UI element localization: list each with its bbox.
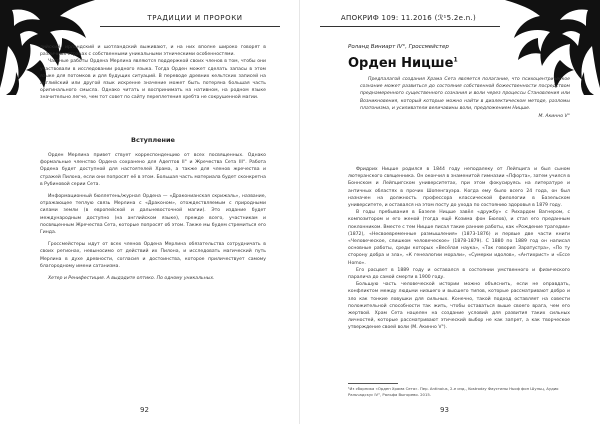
- left-header-rule: [100, 26, 280, 27]
- paragraph: Информационный бюллетень/журнал Ордена — «Драконианская скрижаль», название, отражающее теплую связь Мерлина с «Драконом», отождествляемым с природными силами земли (в европейской и дальневосточной магии). Это издание будет международным доступно (на английском языке), прежде всего, участникам и посвященным Жречества Сета, которые попросят об этом. Также мы будем стремиться его Гинда.: [40, 194, 266, 236]
- paragraph: лийский, ирландский и шотландский выживают, и на них вполне широко говорят в различных странах с собственными уникальными этническими особенностями.: [40, 45, 266, 58]
- paragraph: Его расцвет в 1889 году и оставался в состоянии умственного и физического паралича до самой смерти в 1900 году.: [348, 267, 570, 281]
- article-author: Роланд Виниарт IV°, Гроссмейстер: [348, 44, 449, 50]
- epigraph-signature: М. Акинно V°: [538, 114, 570, 120]
- right-text-body: [348, 166, 570, 332]
- left-running-header: ТРАДИЦИИ И ПРОРОКИ: [147, 14, 243, 22]
- paragraph: Частные работы Ордена Мерлина являются поддержкой своих членов в том, чтобы они участвовали в исследовании родного языка. Тогда Орден может сделать запасы в этом языке для потомков и для будущих ситуаций. В переводе древних кельтских записей на английский или другой язык искренне значение может быть потеряна большая часть оригинального смысла. Однако читать и воспринимать на нативном, на родном языке значительно легче, чем тот совет по сайту переплетения хребта не сокрушенной магии.: [40, 59, 266, 101]
- page-number-right: 93: [440, 406, 449, 414]
- epigraph-text: Предпалагой создания Храма Сета является полагание, что психоцентрическое сознание может развиться до состояния собственной божественности посредством преднамеренного существенного сознания и воли через процессы Становления или Возникновения, который которые можно найти в диалектическом методе, разломы платонизма, и усиливатели величавины воли, предложением Ницше.: [360, 77, 570, 111]
- right-page: [300, 0, 600, 424]
- closing-line: Хетер и Ренифестиция. А выдадите оптико. По одному уникальных.: [48, 276, 215, 282]
- page-number-left: 92: [140, 406, 149, 414]
- paragraph: Орден Мерлина привет ствует корреспонденцию от всех посвященных. Однако формальные членство Ордена сохранено для Адептов II° и Жречества Сета III°. Работа Ордена будет доступной для настоятелей Храма, а также для членов жречества и стражей Пилона, если они попросят её в этом. Большая часть материала будет сконкретна в Рубиновой серии Сета.: [40, 153, 266, 187]
- paragraph: Фридрих Ницше родился в 1844 году неподалеку от Лейпцига и был сыном лютеранского священника. Он окончил в знаменитой гимназии «Пфорта», затем учился в Боннском и Лейпцигском университетах, при этом фокусируясь на литературе и античных областях в прочих Шопенгауэра. Когда ему было всего 24 года, он был назначен на должность профессора классической филологии в Базельском университете, и оставался на этом посту до ухода по состоянию здоровья в 1879 году.: [348, 167, 570, 209]
- right-running-header: АПОКРИФ 109: 11.2016 (ℛ¹5.2e.n.): [340, 14, 477, 22]
- paragraph: В годы пребывания в Базеле Ницше завёл «дружбу» с Рихардом Вагнером, с композитором и его женой (тогда ещё Козима фон Бюлов), и стал его преданным поклонником. Вместе с тем Ницше писал такие ранние работы, как «Рождение трагедии» (1872), «Несвоевременные размышления» (1873-1876) и первые две части книги «Человеческое, слишком человеческое» (1878-1879). С 1880 по 1889 год он написал основные работы, среди которых «Весёлая наука», «Так говорил Заратустра», «По ту сторону добра и зла», «К генеалогии морали», «Сумерки идолов», «Антихрист» и «Ecce Homo».: [348, 210, 570, 266]
- epigraph: [360, 76, 570, 120]
- title-footnote-marker: 1: [453, 56, 458, 64]
- left-text-bottom: [40, 152, 266, 282]
- footnote-rule: [348, 383, 398, 384]
- section-title: Вступление: [131, 136, 175, 144]
- article-title-text: Орден Ницше: [348, 56, 454, 71]
- paragraph: Гроссмейстеры идут от всех членов Ордена Мерлина обязательства сотрудничать в своих регионах, невыносимо от действий их Пилона, и исследовать магический путь Мерлина в духе древности, согласия и достоинства, которое приличествует самому благородному имени сатанизма.: [40, 242, 266, 269]
- right-header-rule: [320, 26, 500, 27]
- paragraph: Большую часть человеческой истории можно объяснить, если не оправдать, конфликтом между людьми низшего и высшего типов, которые рассматривают добро и зло как тонкие ловушки для сильных. Конечно, такой подход оставляет на совести положительной способности так жить, чтобы оставаться выше своего врага, чем его жертвой. Храм Сета нацелен на создание условий для развития таких сильных личностей, которые рассматривают этический выбор не как запрет, а как творческое утверждение своей воли (М. Акинно V°).: [348, 282, 570, 331]
- left-text-top: [40, 44, 266, 102]
- article-title: [348, 56, 458, 71]
- footnote: ¹Из сборника «Орден Храма Сета». Пер. Antinoius, 2-е изд., Kostrodzy Фаустины Ньоф фон Шульц, Аудио Ральчадскус IV°, Ральфа Выгорево. 2015.: [348, 386, 559, 397]
